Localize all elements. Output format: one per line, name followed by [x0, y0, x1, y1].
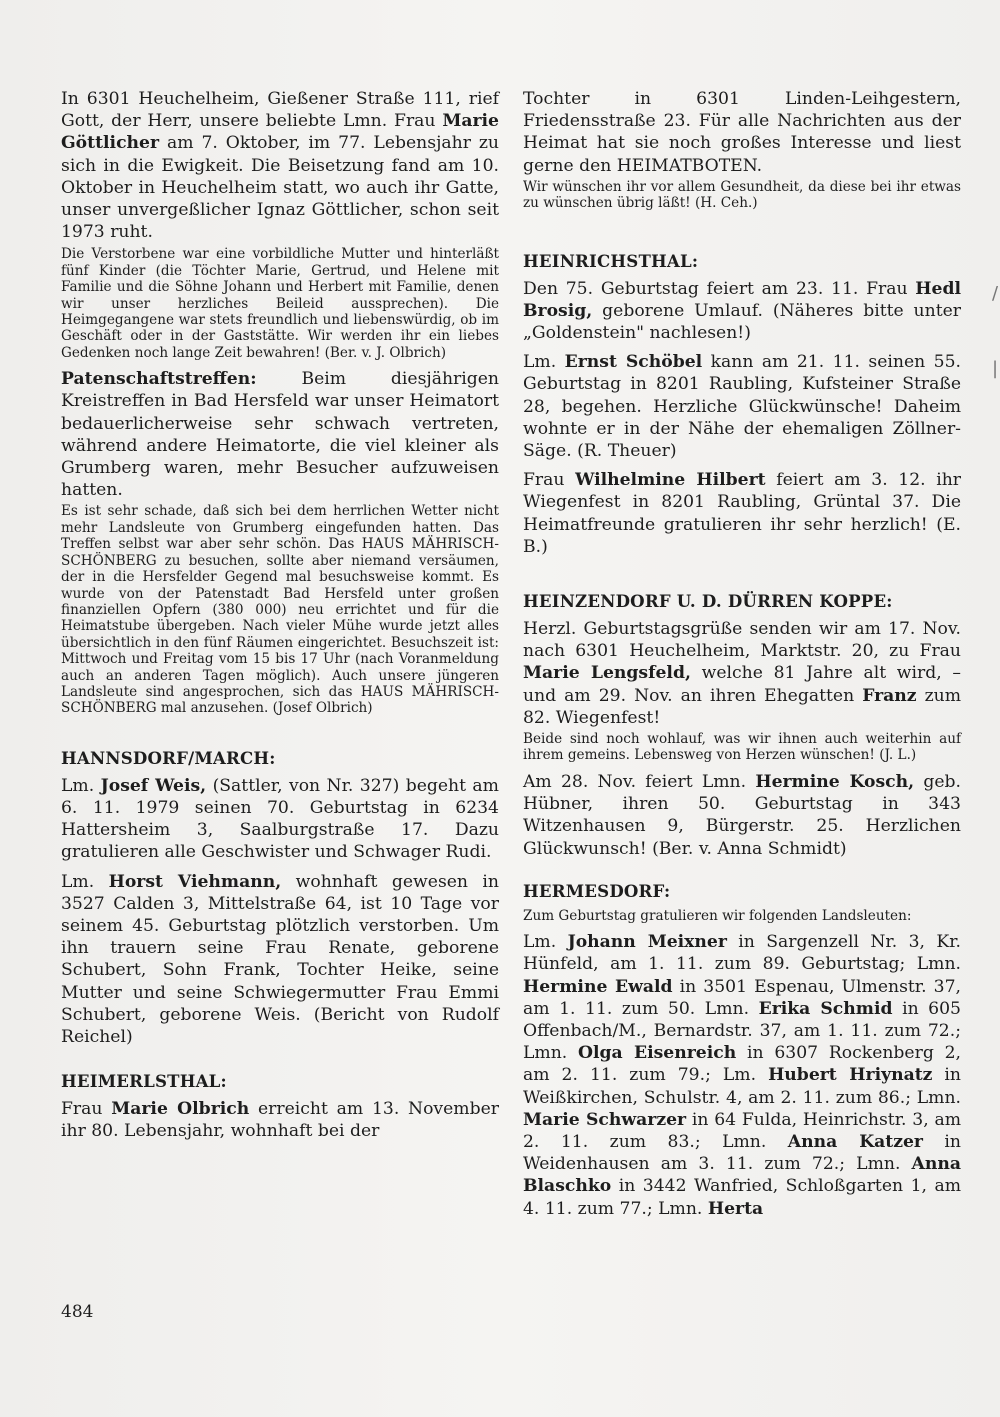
text: welche 81 Jahre alt wird, – und am 29. Nov. an ihren Ehegatten	[523, 663, 961, 706]
person-name: Marie Schwarzer	[523, 1109, 687, 1130]
person-name: Marie Olbrich	[111, 1099, 250, 1120]
right-column	[523, 88, 961, 1220]
text: feiert am 3. 12. ihr Wiegenfest in 8201 Raubling, Grüntal 37. Die Heimatfreunde gratulieren ihr sehr herzlich! (E. B.)	[523, 470, 962, 557]
person-name: Hermine Ewald	[523, 976, 673, 997]
scan-mark: |	[992, 358, 999, 379]
text: Lm.	[61, 871, 109, 892]
paragraph-marie-olbrich	[61, 1098, 499, 1142]
person-name: Marie Lengsfeld,	[523, 663, 691, 684]
paragraph-lead: Patenschaftstreffen:	[61, 369, 257, 390]
person-name: Horst Viehmann,	[108, 871, 282, 892]
paragraph-marie-lengsfeld	[523, 618, 961, 729]
text: in 3442 Wanfried, Schloßgarten 1, am 4. 11. zum 77.; Lmn.	[523, 1176, 961, 1219]
paragraph-hermine-kosch	[523, 771, 961, 860]
person-name: Olga Eisenreich	[578, 1043, 737, 1064]
text: In 6301 Heuchelheim, Gießener Straße 111, rief Gott, der Herr, unsere beliebte Lmn. Frau	[61, 89, 499, 132]
person-name: Josef Weis,	[100, 775, 207, 796]
text: wohnhaft gewesen in 3527 Calden 3, Mittelstraße 64, ist 10 Tage vor seinem 45. Geburtstag plötzlich verstorben. Um ihn trauern seine Frau Renate, geborene Schubert, Sohn Frank, Tochter Heike, seine Mutter und seine Schwiegermutter Frau Emmi Schubert, geborene Weis. (Bericht von Rudolf Reichel)	[61, 871, 499, 1047]
scan-mark: /	[992, 283, 999, 304]
text: Beim diesjährigen Kreistreffen in Bad Hersfeld war unser Heimatort bedauerlicherweise sehr schwach vertreten, während andere Heimatorte, die viel kleiner als Grumberg waren, mehr Besucher aufzuweisen hatten.	[61, 369, 499, 501]
section-heading-heinzendorf: HEINZENDORF U. D. DÜRREN KOPPE:	[523, 591, 893, 612]
left-column	[61, 88, 499, 1143]
text: geb. Hübner, ihren 50. Geburtstag in 343 Witzenhausen 9, Bürgerstr. 25. Herzlichen Glückwunsch! (Ber. v. Anna Schmidt)	[523, 771, 961, 859]
text: Lm.	[523, 352, 565, 373]
paragraph-olbrich-wishes: Wir wünschen ihr vor allem Gesundheit, da diese bei ihr etwas zu wünschen übrig läßt! (H. Ceh.)	[523, 178, 961, 212]
paragraph-goettlicher-obituary	[61, 88, 499, 243]
paragraph-horst-viehmann	[61, 871, 499, 1049]
person-name: Hubert Hriynatz	[768, 1065, 933, 1086]
paragraph-hermesdorf-intro: Zum Geburtstag gratulieren wir folgenden Landsleuten:	[523, 907, 912, 924]
text: Lm.	[523, 932, 568, 953]
text: Lm.	[61, 775, 101, 796]
person-name: Anna Katzer	[787, 1131, 923, 1152]
text: (Sattler, von Nr. 327) begeht am 6. 11. 1979 seinen 70. Geburtstag in 6234 Hattersheim 3, Saalburgstraße 17. Dazu gratulieren alle Geschwister und Schwager Rudi.	[61, 775, 499, 863]
paragraph-josef-weis	[61, 775, 499, 864]
person-name: Hedl Brosig,	[523, 278, 961, 321]
text: geborene Umlauf. (Näheres bitte unter „Goldenstein" nachlesen!)	[523, 300, 961, 344]
paragraph-hedl-brosig	[523, 278, 961, 345]
text: kann am 21. 11. seinen 55. Geburtstag in 8201 Raubling, Kufsteiner Straße 28, begehen. Herzliche Glückwünsche! Daheim wohnte er in der Nähe der ehemaligen Zöllner-Säge. (R. Theuer)	[523, 352, 961, 462]
text: in Weißkirchen, Schulstr. 4, am 2. 11. zum 86.; Lmn.	[523, 1065, 961, 1108]
paragraph-patenschaftstreffen	[61, 368, 499, 501]
person-name: Anna Blaschko	[523, 1154, 961, 1197]
text: in 6307 Rockenberg 2, am 2. 11. zum 79.; Lm.	[523, 1043, 962, 1086]
text: Frau	[61, 1099, 112, 1120]
paragraph-goettlicher-family: Die Verstorbene war eine vorbildliche Mutter und hinterläßt fünf Kinder (die Töchter Marie, Gertrud, und Helene mit Familie und die Söhne Johann und Herbert mit Familie, denen wir unser herzliches Beileid aussprechen). Die Heimgegangene war stets freundlich und liebenswürdig, ob im Geschäft oder in der Gaststätte. Wir werden ihr ein liebes Gedenken noch lange Zeit bewahren! (Ber. v. J. Olbrich)	[61, 246, 499, 361]
person-name: Herta	[707, 1198, 764, 1219]
person-name: Wilhelmine Hilbert	[575, 470, 766, 491]
text: in Weidenhausen am 3. 11. zum 72.; Lmn.	[523, 1131, 962, 1175]
section-heading-heimerlsthal: HEIMERLSTHAL:	[61, 1071, 227, 1092]
text: erreicht am 13. November ihr 80. Lebensjahr, wohnhaft bei der	[61, 1099, 499, 1142]
paragraph-hermesdorf-birthdays	[523, 931, 961, 1220]
text: in 605 Offenbach/M., Bernardstr. 37, am 1. 11. zum 72.; Lmn.	[523, 998, 961, 1064]
person-name: Franz	[862, 685, 917, 706]
text: Am 28. Nov. feiert Lmn.	[523, 771, 756, 792]
person-name: Hermine Kosch,	[755, 771, 915, 792]
text: in 64 Fulda, Heinrichstr. 3, am 2. 11. zum 83.; Lmn.	[523, 1109, 961, 1152]
text: Den 75. Geburtstag feiert am 23. 11. Frau	[523, 278, 916, 299]
paragraph-wilhelmine-hilbert	[523, 469, 961, 558]
paragraph-olbrich-continued: Tochter in 6301 Linden-Leihgestern, Friedensstraße 23. Für alle Nachrichten aus der Heimat hat sie noch großes Interesse und liest gerne den HEIMATBOTEN.	[523, 89, 961, 176]
person-name: Ernst Schöbel	[564, 352, 703, 373]
section-heading-hermesdorf: HERMESDORF:	[523, 880, 671, 901]
section-heading-hannsdorf: HANNSDORF/MARCH:	[61, 747, 276, 768]
person-name: Marie Göttlicher	[61, 111, 499, 154]
person-name: Johann Meixner	[567, 932, 727, 953]
section-heading-heinrichsthal: HEINRICHSTHAL:	[523, 250, 699, 271]
text: Herzl. Geburtstagsgrüße senden wir am 17. Nov. nach 6301 Heuchelheim, Marktstr. 20, zu Frau	[523, 619, 961, 662]
text: in 3501 Espenau, Ulmenstr. 37, am 1. 11. zum 50. Lmn.	[523, 976, 961, 1019]
text: in Sargenzell Nr. 3, Kr. Hünfeld, am 1. 11. zum 89. Geburtstag; Lmn.	[523, 932, 961, 975]
paragraph-lengsfeld-wishes: Beide sind noch wohlauf, was wir ihnen auch weiterhin auf ihrem gemeins. Lebensweg von Herzen wünschen! (J. L.)	[523, 731, 961, 764]
paragraph-haus-maehrisch-schoenberg: Es ist sehr schade, daß sich bei dem herrlichen Wetter nicht mehr Landsleute von Grumberg eingefunden hatten. Das Treffen selbst war aber sehr schön. Das HAUS MÄHRISCH-SCHÖNBERG zu besuchen, sollte aber niemand versäumen, der in die Hersfelder Gegend mal besuchsweise kommt. Es wurde von der Patenstadt Bad Hersfeld unter großen finanziellen Opfern (380 000) neu errichtet und für die Heimatstube übergeben. Nach vieler Mühe wurde jetzt alles übersichtlich in den fünf Räumen eingerichtet. Besuchszeit ist: Mittwoch und Freitag vom 15 bis 17 Uhr (nach Voranmeldung auch an anderen Tagen möglich). Auch unsere jüngeren Landsleute sind angesprochen, sich das HAUS MÄHRISCH-SCHÖNBERG mal anzusehen. (Josef Olbrich)	[61, 503, 499, 717]
text: Frau	[523, 470, 576, 491]
text: zum 82. Wiegenfest!	[523, 685, 961, 728]
page-number: 484	[61, 1302, 94, 1322]
person-name: Erika Schmid	[758, 998, 893, 1019]
paragraph-ernst-schoebel	[523, 351, 961, 462]
text: am 7. Oktober, im 77. Lebensjahr zu sich in die Ewigkeit. Die Beisetzung fand am 10. Oktober in Heuchelheim statt, wo auch ihr Gatte, unser unvergeßlicher Ignaz Göttlicher, schon seit 1973 ruht.	[61, 133, 499, 243]
